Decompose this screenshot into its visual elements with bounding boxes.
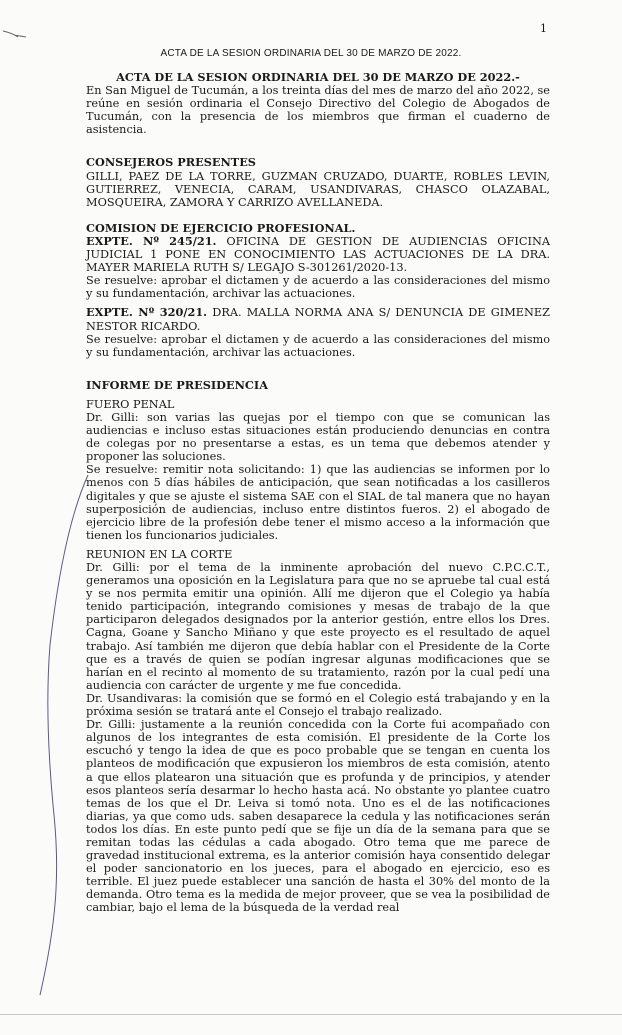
consejeros-heading: CONSEJEROS PRESENTES (86, 155, 256, 170)
consejeros-names: GILLI, PAEZ DE LA TORRE, GUZMAN CRUZADO, DUARTE, ROBLES LEVIN, GUTIERREZ, VENECIA, CARAM, USANDIVARAS, CHASCO OLAZABAL, MOSQUEIRA, ZAMORA Y CARRIZO AVELLANEDA. (86, 169, 550, 209)
document-title: ACTA DE LA SESION ORDINARIA DEL 30 DE MARZO DE 2022.- (116, 70, 520, 84)
expte-245-resolution: Se resuelve: aprobar el dictamen y de acuerdo a las consideraciones del mismo y su fundamentación, archivar las actuaciones. (86, 274, 550, 301)
expte-320-resolution: Se resuelve: aprobar el dictamen y de acuerdo a las consideraciones del mismo y su fundamentación, archivar las actuaciones. (86, 332, 550, 359)
footer-rule (0, 1014, 622, 1015)
handwritten-margin-line (10, 455, 90, 1035)
expte-245-paragraph (86, 235, 550, 274)
document-body (86, 71, 550, 915)
expte-245-label: EXPTE. Nº 245/21. (86, 233, 217, 248)
fuero-penal-heading: FUERO PENAL (86, 397, 175, 411)
reunion-paragraph-3: Dr. Gilli: justamente a la reunión concedida con la Corte fui acompañado con algunos de los integrantes de esta comisión. El presidente de la Corte los escuchó y tengo la idea de que es poco probable que se tengan en cuenta los planteos de modificación que expusieron los miembros de esta comisión, atento a que ellos platearon una situación que es profunda y de principios, y atender esos planteos sería desarmar lo hecho hasta acá. No obstante yo plantee cuatro temas de los que el Dr. Leiva si tomó nota. Uno es el de las notificaciones diarias, ya que como uds. saben desaparece la cedula y las notificaciones serán todos los días. En este punto pedí que se fije un día de la semana para que se remitan todas las cédulas a cada abogado. Otro tema que me parece de gravedad institucional extrema, es la anterior comisión haya consentido delegar el poder sancionatorio en los jueces, para el abogado en ejercicio, eso es terrible. El juez puede establecer una sanción de hasta el 30% del monto de la demanda. Otro tema es la medida de mejor proveer, que se vea la posibilidad de cambiar, bajo el lema de la búsqueda de la verdad real (86, 718, 550, 915)
fuero-penal-paragraph-1: Dr. Gilli: son varias las quejas por el tiempo con que se comunican las audiencias e incluso estas situaciones están produciendo denuncias en contra de colegas por no presentarse a estas, es un tema que debemos atender y proponer las soluciones. (86, 410, 550, 464)
informe-heading: INFORME DE PRESIDENCIA (86, 377, 268, 392)
running-header: ACTA DE LA SESION ORDINARIA DEL 30 DE MARZO DE 2022. (160, 48, 462, 59)
expte-245-text: OFICINA DE GESTION DE AUDIENCIAS OFICINA JUDICIAL 1 PONE EN CONOCIMIENTO LAS ACTUACIONES DE LA DRA. MAYER MARIELA RUTH S/ LEGAJO S-301261/2020-13. (86, 234, 550, 275)
reunion-paragraph-2: Dr. Usandivaras: la comisión que se formó en el Colegio está trabajando y en la próxima sesión se tratará ante el Consejo el trabajo realizado. (86, 691, 550, 719)
page-number: 1 (540, 22, 547, 35)
expte-320-text: DRA. MALLA NORMA ANA S/ DENUNCIA DE GIMENEZ NESTOR RICARDO. (86, 306, 550, 333)
comision-heading: COMISION DE EJERCICIO PROFESIONAL. (86, 220, 356, 235)
intro-paragraph: En San Miguel de Tucumán, a los treinta días del mes de marzo del año 2022, se reúne en sesión ordinaria el Consejo Directivo del Colegio de Abogados de Tucumán, con la presencia de los miembros que firman el cuaderno de asistencia. (86, 84, 550, 137)
expte-320-paragraph (86, 306, 550, 332)
reunion-corte-heading: REUNION EN LA CORTE (86, 547, 233, 561)
fuero-penal-paragraph-2: Se resuelve: remitir nota solicitando: 1) que las audiencias se informen por lo menos con 5 días hábiles de anticipación, que sean notificadas a los casilleros digitales y que se ajuste el sistema SAE con el SIAL de tal manera que no hayan superposición de audiencias, incluso entre distintos fueros. 2) el abogado de ejercicio libre de la profesión debe tener el mismo acceso a la información que tienen los funcionarios judiciales. (86, 463, 550, 542)
expte-320-label: EXPTE. Nº 320/21. (86, 305, 208, 320)
reunion-paragraph-1: Dr. Gilli: por el tema de la inminente aprobación del nuevo C.P.C.C.T., generamos una oposición en la Legislatura para que no se apruebe tal cual está y se nos permita emitir una opinión. Allí me dijeron que el Colegio ya había tenido participación, integrando comisiones y mesas de trabajo de la que participaron delegados designados por la anterior gestión, entre ellos los Dres. Cagna, Goane y Sancho Miñano y que este proyecto es el resultado de aquel trabajo. Así también me dijeron que debía hablar con el Presidente de la Corte que es a través de quien se podían ingresar algunas modificaciones que se harían en el recinto al momento de su tratamiento, razón por la cual pedí una audiencia con carácter de urgente y me fue concedida. (86, 561, 550, 692)
